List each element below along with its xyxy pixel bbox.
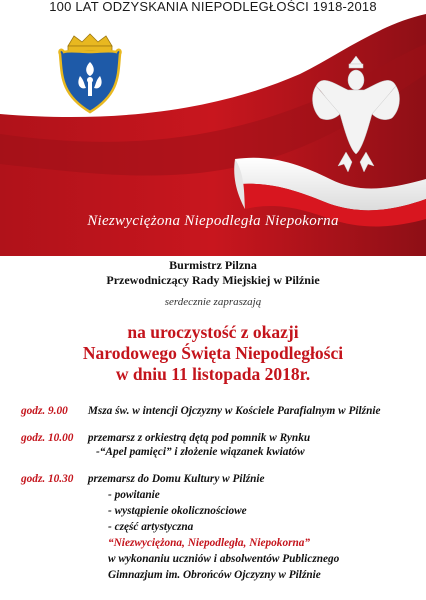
program-tail-1: w wykonaniu uczniów i absolwentów Publicznego xyxy=(108,553,340,565)
program-item-1 xyxy=(21,405,381,418)
invite-line-1: Burmistrz Pilzna xyxy=(169,258,257,272)
program-text-2: przemarsz z orkiestrą dętą pod pomnik w Rynku xyxy=(87,432,311,444)
program-item-2 xyxy=(21,432,310,445)
program-tail-2: Gimnazjum im. Obrońców Ojczyzny w Pilźnie xyxy=(108,569,321,581)
headline-line-2: Narodowego Święta Niepodległości xyxy=(82,343,344,363)
banner-slogan: Niezwyciężona Niepodległa Niepokorna xyxy=(87,213,339,229)
headline-line-1: na uroczystość z okazji xyxy=(127,322,299,342)
program-subline-3b: - wystąpienie okolicznościowe xyxy=(108,505,247,517)
program-text-1: Msza św. w intencji Ojczyzny w Kościele Parafialnym w Pilźnie xyxy=(87,405,381,417)
invite-line-2: Przewodniczący Rady Miejskiej w Pilźnie xyxy=(106,273,320,287)
program-subline-3a: - powitanie xyxy=(108,489,160,501)
program-time-2: godz. 10.00 xyxy=(21,432,74,444)
headline-line-3: w dniu 11 listopada 2018r. xyxy=(115,364,311,384)
program-subline-2: -“Apel pamięci” i złożenie wiązanek kwiatów xyxy=(96,446,305,458)
program-item-3 xyxy=(21,473,265,486)
program-time-3: godz. 10.30 xyxy=(21,473,74,485)
program-quote: “Niezwyciężona, Niepodległa, Niepokorna” xyxy=(108,537,311,549)
program-text-3: przemarsz do Domu Kultury w Pilźnie xyxy=(87,473,265,485)
invite-line-3: serdecznie zapraszają xyxy=(164,296,262,308)
program-time-1: godz. 9.00 xyxy=(21,405,68,417)
program-subline-3c: - część artystyczna xyxy=(108,521,194,533)
page-title: 100 LAT ODZYSKANIA NIEPODLEGŁOŚCI 1918-2018 xyxy=(49,0,377,14)
